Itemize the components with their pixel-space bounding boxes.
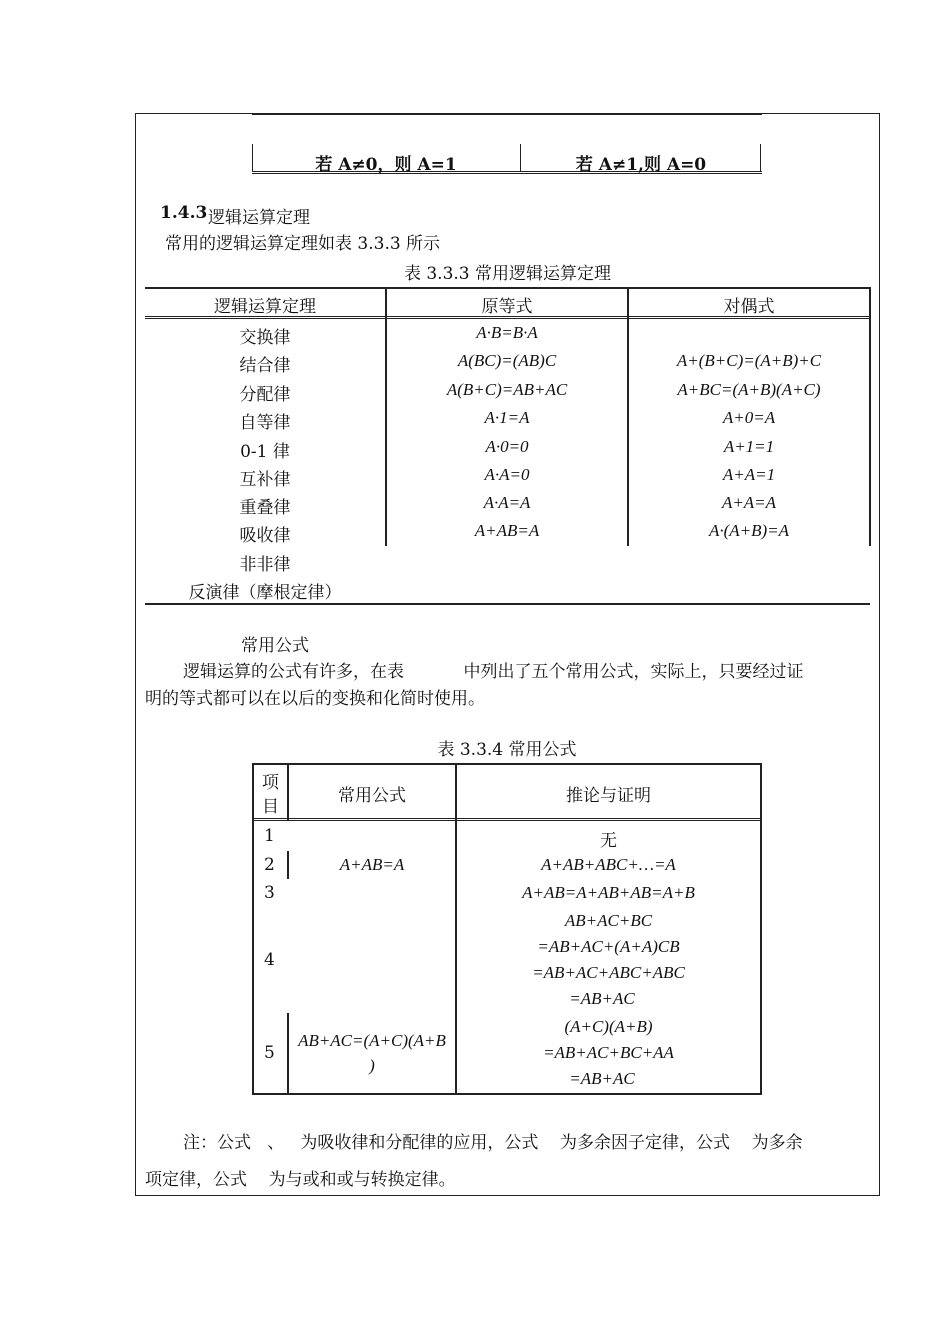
table2-header-item-1: 项 <box>262 773 279 793</box>
table1-row-orig: A(BC)=(AB)C <box>457 351 557 370</box>
section-intro: 常用的逻辑运算定理如表 3.3.3 所示 <box>165 234 441 254</box>
table2-row-num: 4 <box>264 950 275 970</box>
table1-row-dual: A·(A+B)=A <box>708 521 790 540</box>
table2-row-formula-line1: AB+AC=(A+C)(A+B <box>298 1031 446 1050</box>
table2-header-proof: 推论与证明 <box>566 786 651 806</box>
table1-row-orig: A·0=0 <box>485 437 529 456</box>
table2-header-border <box>252 818 762 821</box>
table1-row-name: 吸收律 <box>239 526 291 546</box>
table1-header-dual: 对偶式 <box>723 297 775 317</box>
table2-row-proof-line: =AB+AC <box>569 1069 635 1088</box>
table1-row-name: 自等律 <box>239 413 291 433</box>
table1-row-name: 交换律 <box>239 328 291 348</box>
table1-row-orig: A·A=A <box>483 493 531 512</box>
table2-row-num: 2 <box>264 855 275 875</box>
table2-row-proof: A+AB+ABC+…=A <box>541 855 676 874</box>
table1-row-orig: A·1=A <box>484 408 530 427</box>
table2-bottom-border <box>252 1093 762 1095</box>
table2-row-proof: A+AB=A+AB+AB=A+B <box>522 883 695 902</box>
top-table-right-border <box>760 144 761 172</box>
table1-row-dual: A+BC=(A+B)(A+C) <box>677 380 821 399</box>
table1-caption: 表 3.3.3 常用逻辑运算定理 <box>403 264 612 284</box>
table2-row-proof-line: AB+AC+BC <box>564 911 653 930</box>
section-title: 逻辑运算定理 <box>208 208 310 228</box>
table2-col-divider-1c <box>287 1013 289 1095</box>
formulas-heading: 常用公式 <box>241 636 309 656</box>
table2-row-num: 5 <box>264 1043 275 1063</box>
section-number: 1.4.3 <box>160 203 208 223</box>
table1-row-orig: A(B+C)=AB+AC <box>446 380 568 399</box>
table1-row-name: 分配律 <box>239 385 291 405</box>
table1-row-dual: A+0=A <box>722 408 776 427</box>
table2-header-item-2: 目 <box>262 797 279 817</box>
top-table <box>252 114 762 174</box>
table1-row-orig: A+AB=A <box>474 521 540 540</box>
table2-row-formula-line2: ) <box>369 1056 375 1075</box>
table2-row-proof-line: =AB+AC <box>569 989 635 1008</box>
table1-row-name: 重叠律 <box>239 498 291 518</box>
table1-header-original: 原等式 <box>481 297 533 317</box>
table2-caption: 表 3.3.4 常用公式 <box>437 740 577 760</box>
table1-bottom-border <box>145 603 870 605</box>
table1-row-dual: A+A=1 <box>722 465 776 484</box>
top-table-mid-border <box>520 144 521 172</box>
table1-row-orig: A·A=0 <box>484 465 530 484</box>
table1-row-dual: A+(B+C)=(A+B)+C <box>676 351 822 370</box>
table2-row-proof-line: =AB+AC+BC+AA <box>543 1043 674 1062</box>
top-table-right-cell: 若 A≠1,则 A=0 <box>575 155 707 175</box>
formulas-paragraph-line2: 明的等式都可以在以后的变换和化简时使用。 <box>145 689 485 709</box>
formulas-paragraph-line1: 逻辑运算的公式有许多，在表 中列出了五个常用公式，实际上，只要经过证 <box>183 662 804 682</box>
table2-row-formula: A+AB=A <box>339 855 405 874</box>
table2-row-num: 1 <box>264 826 275 846</box>
top-table-left-cell: 若 A≠0，则 A=1 <box>315 155 457 175</box>
table1-row-name: 0-1 律 <box>240 442 290 462</box>
table1-right-border <box>869 287 871 546</box>
table1-row-name: 结合律 <box>239 356 291 376</box>
table1-row-name: 互补律 <box>239 470 291 490</box>
note-line1: 注：公式 、 为吸收律和分配律的应用，公式 为多余因子定律，公式 为多余 <box>183 1133 803 1153</box>
table1-row-name: 非非律 <box>239 555 291 575</box>
table2-top-border <box>252 763 762 765</box>
table1-top-border <box>145 287 870 289</box>
table1-row-dual: A+A=A <box>721 493 777 512</box>
table2-row-proof-line: =AB+AC+ABC+ABC <box>532 963 685 982</box>
table2-row-num: 3 <box>264 883 275 903</box>
table2-row-proof-line: (A+C)(A+B) <box>564 1017 653 1036</box>
table1-row-name: 反演律（摩根定律） <box>188 583 342 603</box>
table2-header-formula: 常用公式 <box>338 786 406 806</box>
table2-right-border <box>760 763 762 1095</box>
table2-row-proof: 无 <box>600 831 617 851</box>
note-line2: 项定律，公式 为与或和或与转换定律。 <box>145 1170 456 1190</box>
table1-row-orig: A·B=B·A <box>476 323 538 342</box>
table1-header-theorem: 逻辑运算定理 <box>214 297 316 317</box>
top-table-top-border <box>252 114 762 115</box>
table1-row-dual: A+1=1 <box>723 437 775 456</box>
table2-row-proof-line: =AB+AC+(A+A)CB <box>537 937 680 956</box>
